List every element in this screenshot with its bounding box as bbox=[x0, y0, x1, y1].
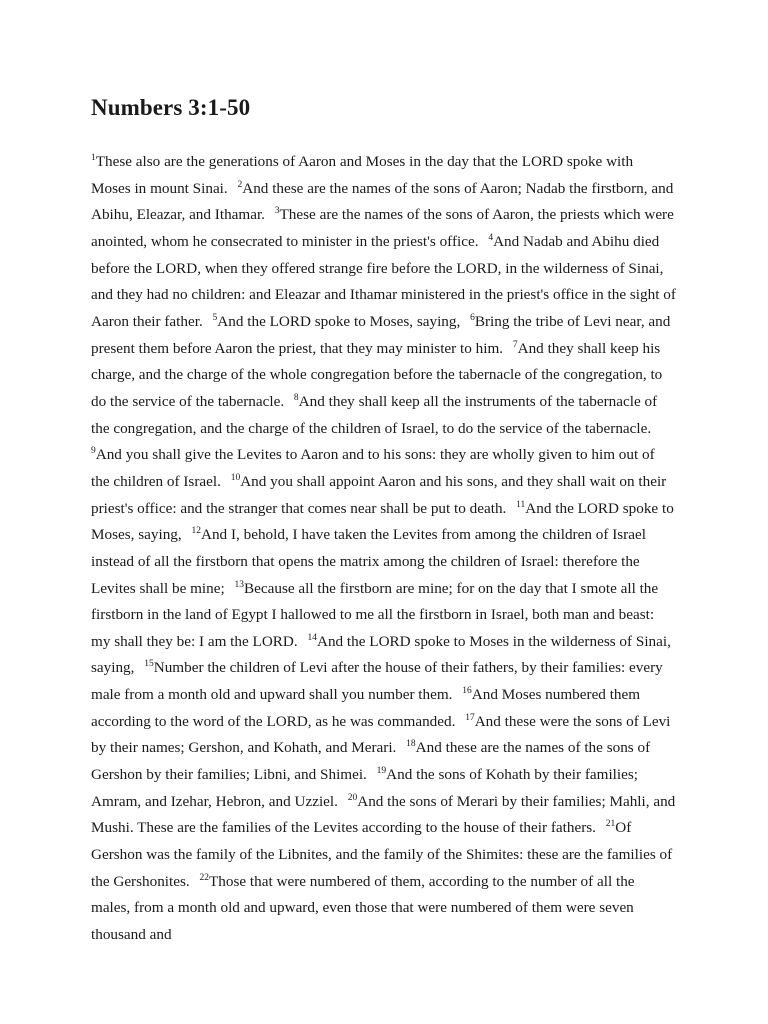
verse-number: 16 bbox=[462, 686, 472, 697]
verse-text: Number the children of Levi after the house of their fathers, by their families: every male from a month old and upward shall you number them. bbox=[91, 659, 663, 704]
verse-number: 20 bbox=[347, 792, 358, 803]
verse-text: Bring the tribe of Levi near, and present them before Aaron the priest, that they may minister to him. bbox=[91, 312, 671, 357]
verse-text: Those that were numbered of them, according to the number of all the males, from a month old and upward, even those that were numbered of them were seven thousand and bbox=[91, 872, 635, 944]
verse-number: 22 bbox=[199, 872, 209, 883]
verse-number: 17 bbox=[465, 712, 475, 723]
verse-text: And I, behold, I have taken the Levites from among the children of Israel instead of all the firstborn that opens the matrix among the children of Israel: therefore the Levites shall be mine; bbox=[91, 526, 646, 597]
verse-number: 15 bbox=[144, 659, 154, 670]
verse-number: 2 bbox=[237, 179, 243, 190]
verse-text: And the sons of Kohath by their families; Amram, and Izehar, Hebron, and Uzziel. bbox=[91, 766, 638, 810]
verse-number: 18 bbox=[406, 739, 416, 750]
verse-text: And they shall keep all the instruments of the tabernacle of the congregation, and the charge of the children of Israel, to do the service of the tabernacle. bbox=[91, 392, 658, 437]
verse-number: 10 bbox=[230, 472, 241, 483]
verse-number: 8 bbox=[293, 392, 299, 403]
verse-number: 14 bbox=[307, 632, 317, 643]
verse-text: And Nadab and Abihu died before the LORD, when they offered strange fire before the LORD, in the wilderness of Sinai, and they had no children: and Eleazar and Ithamar ministered in the priest's office in the sight of Aaron their father. bbox=[91, 232, 676, 330]
verse-number: 11 bbox=[516, 499, 526, 510]
verse-number: 9 bbox=[91, 446, 96, 457]
verse-text: And these are the names of the sons of Gershon by their families; Libni, and Shimei. bbox=[91, 739, 651, 784]
verse-text: And they shall keep his charge, and the charge of the whole congregation before the tabernacle of the congregation, to do the service of the tabernacle. bbox=[91, 339, 663, 410]
verse-text: And the sons of Merari by their families; Mahli, and Mushi. These are the families of the Levites according to the house of their fathers. bbox=[91, 792, 676, 837]
verse-number: 12 bbox=[191, 526, 201, 537]
page-title: Numbers 3:1-50 bbox=[91, 95, 251, 120]
verse-number: 4 bbox=[488, 232, 494, 243]
verse-text: And these are the names of the sons of Aaron; Nadab the firstborn, and Abihu, Eleazar, and Ithamar. bbox=[91, 179, 674, 224]
verse-text: These also are the generations of Aaron and Moses in the day that the LORD spoke with Moses in mount Sinai. bbox=[91, 153, 634, 197]
verse-number: 5 bbox=[212, 312, 218, 323]
scripture-passage bbox=[91, 149, 676, 949]
verse-text: And you shall appoint Aaron and his sons, and they shall wait on their priest's office: and the stranger that comes near shall be put to death. bbox=[91, 472, 667, 517]
verse-number: 21 bbox=[605, 819, 616, 830]
verse-number: 3 bbox=[274, 206, 280, 217]
verse-text: And the LORD spoke to Moses, saying, bbox=[91, 499, 674, 544]
verse-number: 6 bbox=[470, 312, 475, 323]
verse-number: 1 bbox=[91, 153, 96, 163]
verse-text: And the LORD spoke to Moses in the wilderness of Sinai, saying, bbox=[91, 632, 671, 677]
verse-text: And the LORD spoke to Moses, saying, bbox=[217, 312, 461, 330]
verse-text: And you shall give the Levites to Aaron and to his sons: they are wholly given to him out of the children of Israel. bbox=[91, 446, 655, 490]
verse-text: Of Gershon was the family of the Libnites, and the family of the Shimites: these are the families of the Gershonites. bbox=[91, 819, 673, 890]
verse-number: 13 bbox=[234, 579, 244, 590]
verse-text: And Moses numbered them according to the word of the LORD, as he was commanded. bbox=[91, 686, 641, 730]
verse-number: 7 bbox=[512, 339, 518, 350]
verse-text: These are the names of the sons of Aaron, the priests which were anointed, whom he consecrated to minister in the priest's office. bbox=[91, 206, 674, 250]
verse-text: Because all the firstborn are mine; for on the day that I smote all the firstborn in the land of Egypt I hallowed to me all the firstborn in Israel, both man and beast: my shall they be: I am the LORD. bbox=[91, 579, 659, 650]
verse-number: 19 bbox=[376, 766, 387, 777]
verse-text: And these were the sons of Levi by their names; Gershon, and Kohath, and Merari. bbox=[91, 712, 671, 757]
